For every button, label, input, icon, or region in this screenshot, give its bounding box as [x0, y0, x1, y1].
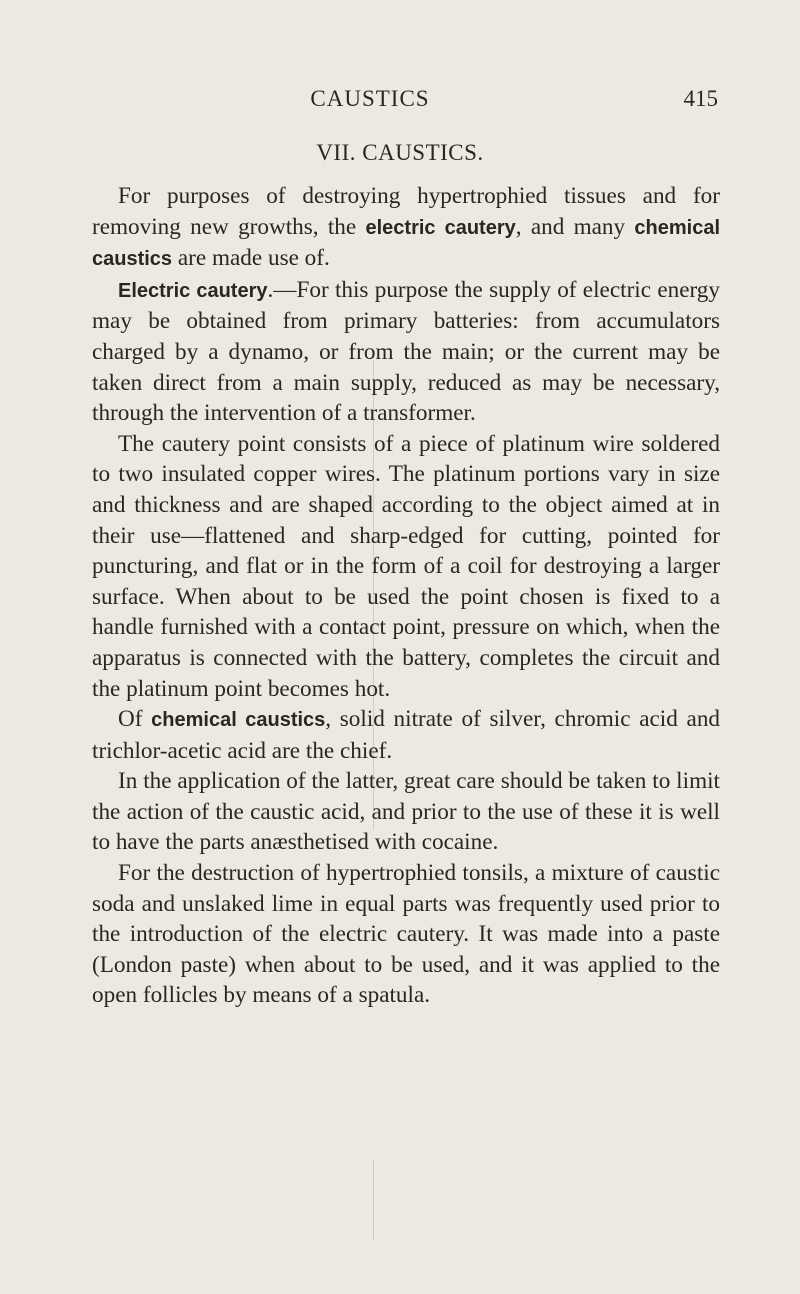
paragraph-tonsils	[92, 858, 720, 1011]
text-run: , solid nitrate of silver, chromic acid and trichlor-acetic acid are the chief.	[92, 706, 721, 764]
running-title: CAUSTICS	[310, 86, 430, 111]
text-run: , and many	[515, 213, 635, 240]
page-crease-lower	[373, 1160, 374, 1240]
text-run: .—For this purpose the supply of electric energy may be obtained from primary batteries: from accumulators charged by a dynamo, or from the main; or the current may be taken direct from a main supply, reduced as may be necessary, through the intervention of a transformer.	[92, 276, 720, 427]
body-text	[92, 181, 720, 1011]
paragraph-chemical-caustics	[92, 704, 720, 766]
paragraph-application	[92, 766, 720, 858]
bold-term: chemical caustics	[92, 216, 720, 271]
bold-term: chemical caustics	[151, 709, 326, 732]
text-run: In the application of the latter, great care should be taken to limit the action of the caustic acid, and prior to the use of these it is well to have the parts anæsthetised with cocaine.	[92, 768, 720, 856]
page-number: 415	[683, 86, 718, 111]
paragraph-electric-cautery	[92, 275, 720, 429]
bold-term: electric cautery	[365, 216, 516, 239]
text-run: The cautery point consists of a piece of platinum wire soldered to two insulated copper wires. The platinum portions vary in size and thickness and are shaped according to the object aimed at in their use—flattened and sharp-edged for cutting, pointed for puncturing, and flat or in the form of a coil for destroying a larger surface. When about to be used the point chosen is fixed to a handle furnished with a contact point, pressure on which, when the apparatus is connected with the battery, completes the circuit and the platinum point becomes hot.	[92, 430, 720, 702]
paragraph-intro	[92, 181, 720, 275]
paragraph-cautery-point	[92, 429, 720, 704]
bold-term: Electric cautery	[118, 279, 268, 302]
text-run: For purposes of destroying hypertrophied tissues and for removing new growths, the	[92, 183, 720, 240]
text-run: are made use of.	[172, 245, 330, 272]
text-run: Of	[118, 706, 152, 733]
section-heading: VII. CAUSTICS.	[316, 140, 484, 165]
text-run: For the destruction of hypertrophied tonsils, a mixture of caustic soda and unslaked lime in equal parts was frequently used prior to the introduction of the electric cautery. It was made into a paste (London paste) when about to be used, and it was applied to the open follicles by means of a spatula.	[92, 860, 720, 1009]
